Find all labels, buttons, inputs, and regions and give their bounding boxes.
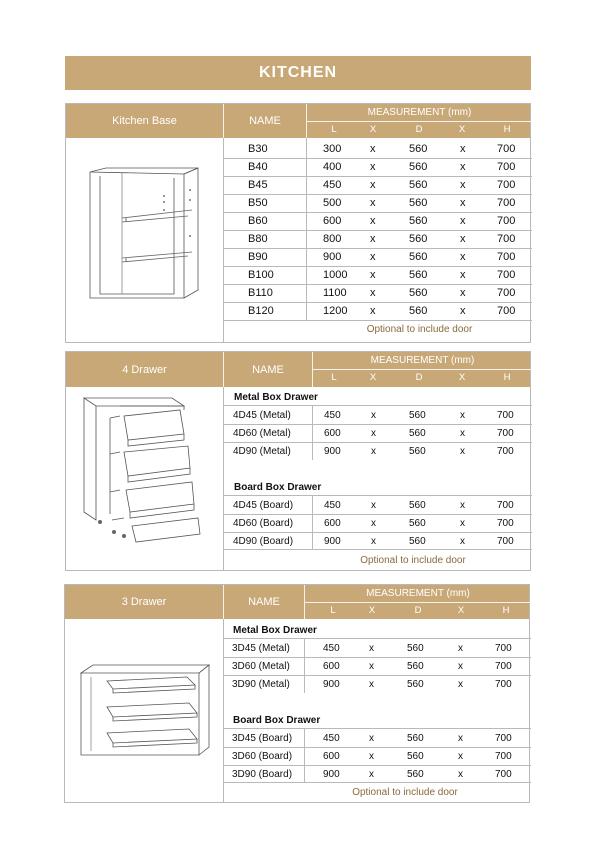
optional-door-note: Optional to include door <box>366 324 473 335</box>
cell-l: 1200 <box>323 305 348 317</box>
sub-header-l: L <box>331 124 337 135</box>
column-divider <box>306 284 307 302</box>
table-row <box>66 496 530 514</box>
table-row <box>66 284 530 302</box>
cell-x1: x <box>370 233 376 245</box>
cell-x1: x <box>370 215 376 227</box>
section-header <box>66 104 530 138</box>
cell-d: 560 <box>409 143 428 155</box>
section-header <box>65 585 529 619</box>
cell-d: 560 <box>407 643 424 654</box>
column-divider <box>306 266 307 284</box>
column-divider <box>306 248 307 266</box>
cell-x2: x <box>460 197 466 209</box>
cell-h: 700 <box>497 143 516 155</box>
board-box-drawer-title: Board Box Drawer <box>234 482 322 493</box>
table-row <box>66 514 530 532</box>
cell-l: 900 <box>323 251 342 263</box>
cell-h: 700 <box>497 410 514 421</box>
cell-l: 900 <box>323 679 340 690</box>
cell-l: 600 <box>323 661 340 672</box>
table-row <box>66 302 530 320</box>
cell-l: 450 <box>323 643 340 654</box>
cell-d: 560 <box>409 251 428 263</box>
cell-l: 900 <box>324 536 341 547</box>
cell-x2: x <box>460 179 466 191</box>
column-divider <box>312 442 313 460</box>
name-header: NAME <box>252 363 284 376</box>
table-row <box>65 675 529 693</box>
cell-x1: x <box>370 287 376 299</box>
cell-x2: x <box>458 643 463 654</box>
cell-h: 700 <box>497 269 516 281</box>
cell-l: 1000 <box>323 269 348 281</box>
cell-name: 3D60 (Board) <box>232 751 293 762</box>
cell-name: B100 <box>248 269 274 281</box>
section-label: 3 Drawer <box>121 596 167 608</box>
table-row <box>66 424 530 442</box>
sub-header-x: X <box>458 124 466 135</box>
column-divider <box>306 158 307 176</box>
cell-h: 700 <box>497 500 514 511</box>
metal-box-drawer-title: Metal Box Drawer <box>234 392 318 403</box>
cell-x1: x <box>370 197 376 209</box>
cell-d: 560 <box>409 269 428 281</box>
cell-x2: x <box>458 751 463 762</box>
cell-l: 500 <box>323 197 342 209</box>
optional-door-note: Optional to include door <box>360 555 466 566</box>
cell-name: 4D45 (Metal) <box>233 410 291 421</box>
table-row <box>66 442 530 460</box>
cell-h: 700 <box>497 215 516 227</box>
cell-name: 4D60 (Board) <box>233 518 294 529</box>
table-row <box>66 140 530 158</box>
sub-header-x: X <box>458 372 466 383</box>
cell-name: B30 <box>248 143 268 155</box>
header-rule <box>305 602 531 603</box>
sub-header-x: X <box>457 605 465 616</box>
cell-x1: x <box>370 305 376 317</box>
section-label: 4 Drawer <box>122 363 167 376</box>
cell-h: 700 <box>495 679 512 690</box>
table-row <box>65 747 529 765</box>
cell-l: 600 <box>323 215 342 227</box>
cell-x1: x <box>371 500 376 511</box>
cell-x1: x <box>371 536 376 547</box>
cell-name: 3D90 (Metal) <box>232 679 290 690</box>
column-divider <box>312 496 313 514</box>
cell-x2: x <box>460 143 466 155</box>
cell-l: 900 <box>324 446 341 457</box>
cell-x1: x <box>370 269 376 281</box>
cell-h: 700 <box>497 287 516 299</box>
cell-x1: x <box>371 428 376 439</box>
cell-x1: x <box>369 751 374 762</box>
cell-name: 4D90 (Board) <box>233 536 294 547</box>
sub-header-h: H <box>503 372 511 383</box>
table-row <box>66 266 530 284</box>
sub-header-x: X <box>369 372 377 383</box>
sub-header-x: X <box>369 124 377 135</box>
kitchen-base-section <box>65 103 531 343</box>
table-row <box>66 176 530 194</box>
cell-h: 700 <box>497 233 516 245</box>
page-title: KITCHEN <box>65 56 531 90</box>
cell-h: 700 <box>495 661 512 672</box>
column-divider <box>304 657 305 675</box>
cell-name: B90 <box>248 251 268 263</box>
cell-d: 560 <box>409 161 428 173</box>
cell-h: 700 <box>497 197 516 209</box>
cell-h: 700 <box>497 161 516 173</box>
section-header <box>66 352 530 387</box>
header-rule <box>307 121 532 122</box>
cell-l: 450 <box>324 500 341 511</box>
sub-header-d: D <box>415 124 423 135</box>
column-divider <box>312 532 313 550</box>
table-row <box>65 657 529 675</box>
cell-name: B60 <box>248 215 268 227</box>
cell-x1: x <box>370 143 376 155</box>
cell-x2: x <box>460 215 466 227</box>
table-row <box>66 532 530 550</box>
cell-name: 4D60 (Metal) <box>233 428 291 439</box>
cell-l: 800 <box>323 233 342 245</box>
column-divider <box>304 747 305 765</box>
cell-x2: x <box>460 161 466 173</box>
column-divider <box>304 729 305 747</box>
metal-box-drawer-title: Metal Box Drawer <box>233 625 317 636</box>
measurement-header: MEASUREMENT (mm) <box>370 355 475 366</box>
cell-d: 560 <box>407 661 424 672</box>
sub-header-l: L <box>331 372 337 383</box>
cell-h: 700 <box>497 251 516 263</box>
cell-x1: x <box>369 661 374 672</box>
column-divider <box>312 424 313 442</box>
table-row <box>66 248 530 266</box>
cell-name: B110 <box>248 287 273 299</box>
column-divider <box>312 514 313 532</box>
cell-l: 1100 <box>323 287 347 299</box>
cell-l: 300 <box>323 143 342 155</box>
cell-l: 400 <box>323 161 342 173</box>
table-row <box>66 212 530 230</box>
column-divider <box>306 212 307 230</box>
cell-x2: x <box>460 269 466 281</box>
cell-x1: x <box>371 518 376 529</box>
column-divider <box>304 675 305 693</box>
cell-x1: x <box>369 769 374 780</box>
cell-d: 560 <box>409 215 428 227</box>
cell-x2: x <box>460 287 466 299</box>
cell-d: 560 <box>409 410 426 421</box>
cell-x2: x <box>460 305 466 317</box>
cell-h: 700 <box>497 428 514 439</box>
cell-x1: x <box>369 679 374 690</box>
cell-d: 560 <box>407 751 424 762</box>
cell-name: B45 <box>248 179 268 191</box>
measurement-header: MEASUREMENT (mm) <box>366 588 470 599</box>
cell-d: 560 <box>409 287 428 299</box>
cell-x2: x <box>460 500 465 511</box>
cell-name: B50 <box>248 197 268 209</box>
column-divider <box>304 765 305 783</box>
sub-header-l: L <box>330 605 336 616</box>
cell-x1: x <box>371 410 376 421</box>
table-row <box>66 158 530 176</box>
cell-x2: x <box>458 661 463 672</box>
cell-l: 450 <box>323 179 342 191</box>
cell-d: 560 <box>409 179 428 191</box>
cell-name: 3D60 (Metal) <box>232 661 290 672</box>
sub-header-h: H <box>502 605 510 616</box>
measurement-header: MEASUREMENT (mm) <box>367 107 472 118</box>
cell-name: B80 <box>248 233 268 245</box>
cell-d: 560 <box>409 305 428 317</box>
cell-x1: x <box>369 733 374 744</box>
name-header: NAME <box>249 115 281 127</box>
cell-name: 3D45 (Board) <box>232 733 293 744</box>
cell-x2: x <box>460 233 466 245</box>
cell-h: 700 <box>497 536 514 547</box>
cell-x1: x <box>371 446 376 457</box>
cell-h: 700 <box>495 769 512 780</box>
cell-x2: x <box>460 410 465 421</box>
cell-h: 700 <box>497 446 514 457</box>
cell-l: 450 <box>323 733 340 744</box>
header-rule <box>313 369 532 370</box>
cell-x2: x <box>458 733 463 744</box>
table-row <box>65 765 529 783</box>
table-row <box>66 194 530 212</box>
cell-name: B120 <box>248 305 274 317</box>
cell-d: 560 <box>409 197 428 209</box>
cell-x1: x <box>370 179 376 191</box>
cell-h: 700 <box>497 518 514 529</box>
cell-d: 560 <box>407 733 424 744</box>
cell-d: 560 <box>409 233 428 245</box>
sub-header-h: H <box>503 124 511 135</box>
section-label: Kitchen Base <box>112 115 177 127</box>
cell-l: 450 <box>324 410 341 421</box>
cell-x2: x <box>458 679 463 690</box>
cell-x2: x <box>460 428 465 439</box>
column-divider <box>306 230 307 248</box>
cell-d: 560 <box>409 500 426 511</box>
cell-x1: x <box>369 643 374 654</box>
sub-header-d: D <box>414 605 422 616</box>
cell-name: 3D90 (Board) <box>232 769 293 780</box>
column-divider <box>312 406 313 424</box>
cell-x2: x <box>460 446 465 457</box>
column-divider <box>306 302 307 320</box>
column-divider <box>306 140 307 158</box>
name-header: NAME <box>248 596 280 608</box>
three-drawer-section <box>64 584 530 803</box>
sub-header-d: D <box>415 372 423 383</box>
cell-x2: x <box>458 769 463 780</box>
cell-x1: x <box>370 161 376 173</box>
cell-x2: x <box>460 536 465 547</box>
four-drawer-section <box>65 351 531 571</box>
column-divider <box>306 176 307 194</box>
cell-h: 700 <box>497 179 516 191</box>
table-row <box>66 230 530 248</box>
cell-l: 600 <box>324 428 341 439</box>
cell-h: 700 <box>497 305 516 317</box>
cell-name: B40 <box>248 161 268 173</box>
cell-h: 700 <box>495 751 512 762</box>
cell-x1: x <box>370 251 376 263</box>
cell-h: 700 <box>495 733 512 744</box>
board-box-drawer-title: Board Box Drawer <box>233 715 321 726</box>
sub-header-x: X <box>368 605 376 616</box>
cell-name: 4D90 (Metal) <box>233 446 291 457</box>
cell-l: 600 <box>323 751 340 762</box>
cell-x2: x <box>460 518 465 529</box>
cell-name: 4D45 (Board) <box>233 500 294 511</box>
optional-door-note: Optional to include door <box>352 787 458 798</box>
table-row <box>66 406 530 424</box>
table-row <box>65 729 529 747</box>
column-divider <box>306 194 307 212</box>
cell-d: 560 <box>409 446 426 457</box>
cell-l: 900 <box>323 769 340 780</box>
column-divider <box>304 639 305 657</box>
cell-d: 560 <box>407 679 424 690</box>
cell-d: 560 <box>409 536 426 547</box>
cell-l: 600 <box>324 518 341 529</box>
table-row <box>65 639 529 657</box>
cell-d: 560 <box>409 428 426 439</box>
cell-name: 3D45 (Metal) <box>232 643 290 654</box>
cell-d: 560 <box>407 769 424 780</box>
cell-h: 700 <box>495 643 512 654</box>
cell-x2: x <box>460 251 466 263</box>
cell-d: 560 <box>409 518 426 529</box>
row-divider <box>223 320 532 321</box>
